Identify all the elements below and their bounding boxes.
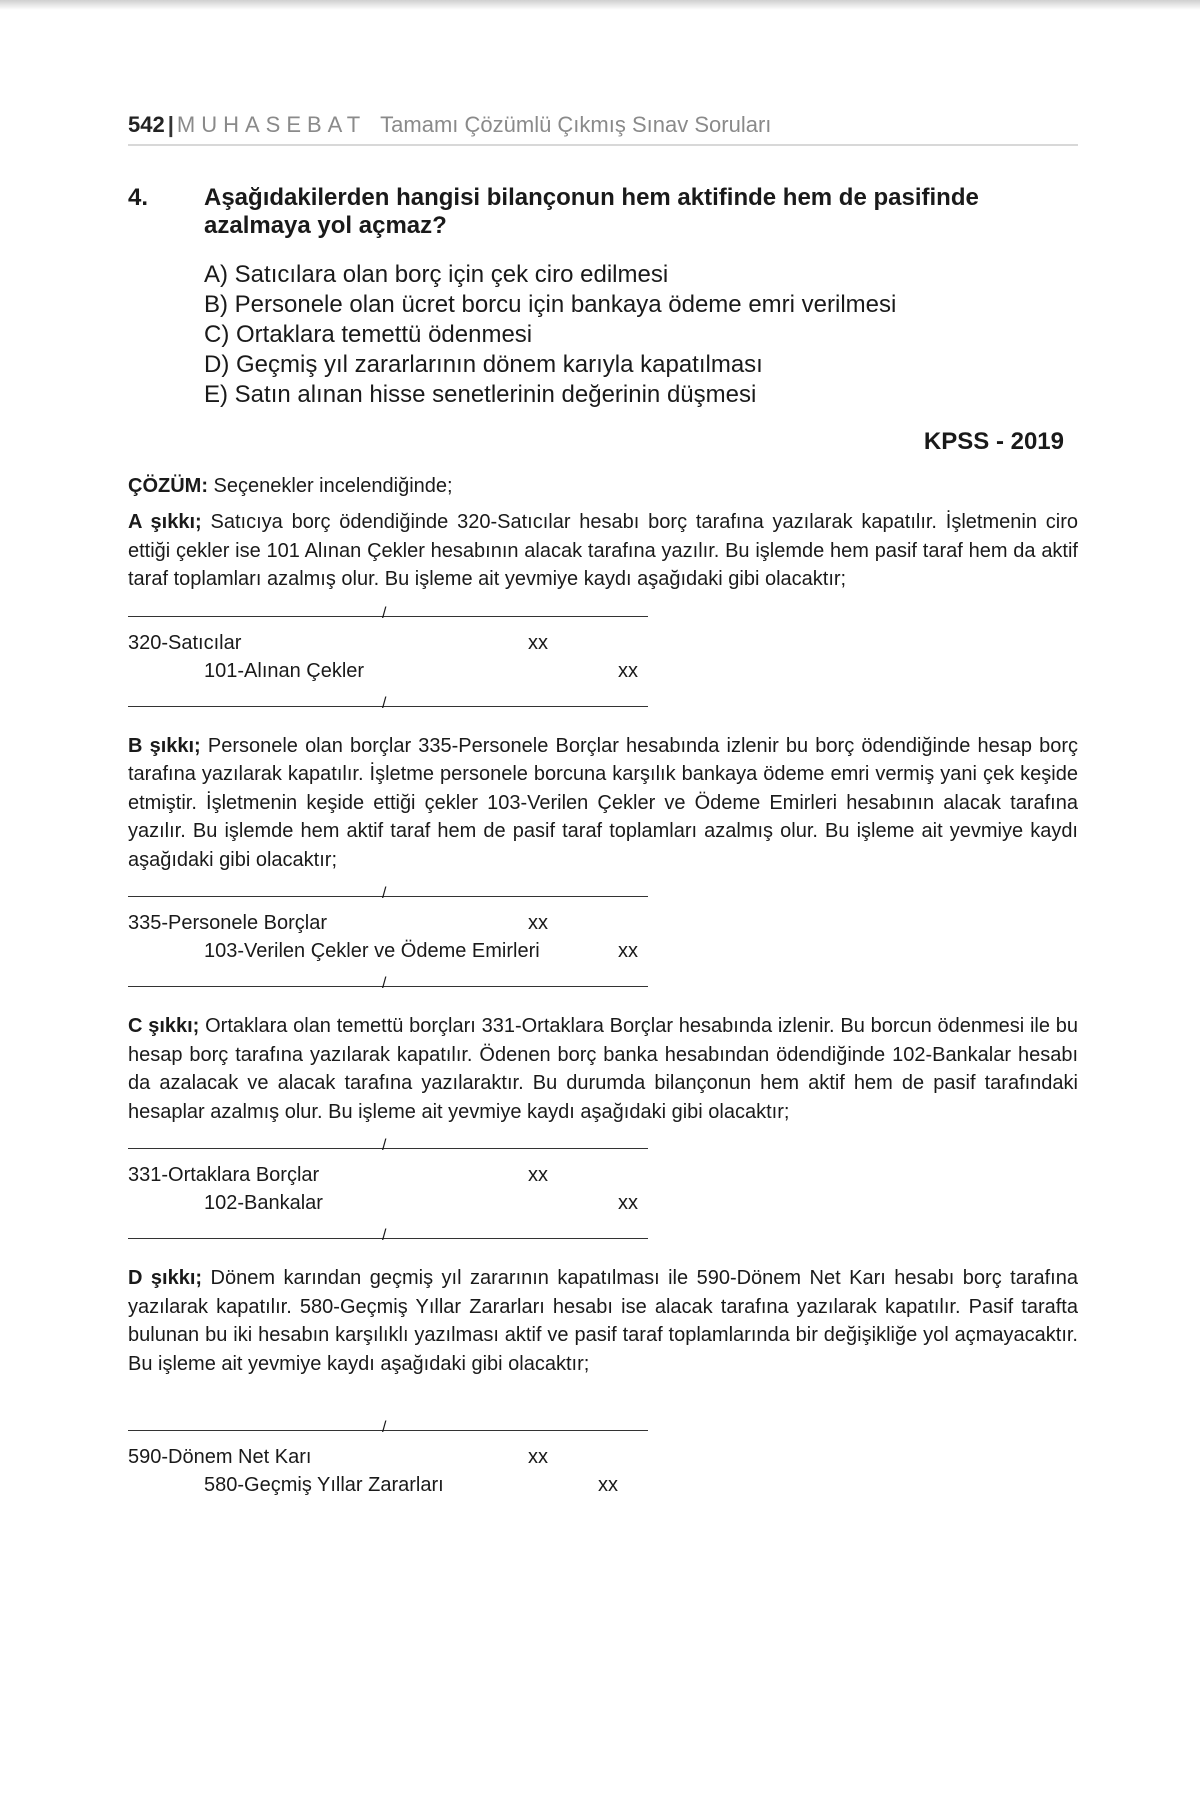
credit-account: 103-Verilen Çekler ve Ödeme Emirleri xyxy=(204,940,540,962)
credit-amount: xx xyxy=(618,659,638,682)
debit-amount: xx xyxy=(528,1164,548,1186)
question-number: 4. xyxy=(128,184,149,211)
section-a-key: A şıkkı; xyxy=(128,511,202,533)
journal-entry-d xyxy=(128,1408,648,1538)
section-d-paragraph xyxy=(128,1264,1078,1378)
entry-rule: / xyxy=(128,896,648,897)
section-d-key: D şıkkı; xyxy=(128,1267,203,1289)
credit-amount: xx xyxy=(598,1474,618,1496)
option-b: B) Personele olan ücret borcu için bankaya ödeme emri verilmesi xyxy=(204,291,897,318)
credit-amount: xx xyxy=(618,1192,638,1214)
section-b-text: Personele olan borçlar 335-Personele Borçlar hesabında izlenir bu borç ödendiğinde hesap borç tarafına yazılarak kapatılır. İşletme personele borcuna karşılık bankaya ödeme emri vermiş yani çek keşide etmiştir. İşletmenin keşide ettiği çekler 103-Verilen Çekler ve Ödeme Emirleri hesabının alacak tarafına yazılır. Bu işlemde hem aktif taraf hem de pasif taraf toplamları azalmış olur. Bu işleme ait yevmiye kaydı aşağıdaki gibi olacaktır; xyxy=(128,734,1078,871)
header-subject: MUHASEBAT xyxy=(176,112,367,137)
section-d-text: Dönem karından geçmiş yıl zararının kapatılması ile 590-Dönem Net Karı hesabı borç tarafına yazılarak kapatılır. 580-Geçmiş Yıllar Zararları hesabı ise alacak tarafına yazılarak kapatılır. Pasif tarafta bulunan bu iki hesabın karşılıklı yazılması aktif ve pasif taraf toplamlarında bir değişikliğe yol açmayacaktır. Bu işleme ait yevmiye kaydı aşağıdaki gibi olacaktır; xyxy=(128,1267,1078,1375)
credit-account: 580-Geçmiş Yıllar Zararları xyxy=(204,1474,444,1496)
section-a-paragraph xyxy=(128,508,1078,594)
running-header xyxy=(128,112,1078,146)
section-c-key: C şıkkı; xyxy=(128,1015,200,1037)
page-number: 542 xyxy=(128,112,165,137)
credit-amount: xx xyxy=(618,940,638,962)
option-a: A) Satıcılara olan borç için çek ciro edilmesi xyxy=(204,261,669,288)
section-c-paragraph xyxy=(128,1012,1078,1126)
debit-account: 331-Ortaklara Borçlar xyxy=(128,1164,320,1186)
debit-amount: xx xyxy=(528,631,548,654)
journal-entry-b xyxy=(128,874,648,1004)
entry-rule: / xyxy=(128,986,648,987)
solution-intro-text: Seçenekler incelendiğinde; xyxy=(207,475,453,497)
option-c: C) Ortaklara temettü ödenmesi xyxy=(204,321,533,348)
viewer-top-shadow xyxy=(0,0,1200,10)
section-b-key: B şıkkı; xyxy=(128,734,201,757)
entry-rule: / xyxy=(128,706,648,707)
answer-options xyxy=(204,260,1078,410)
exam-source: KPSS - 2019 xyxy=(923,428,1064,455)
entry-rule: / xyxy=(128,616,648,617)
debit-account: 590-Dönem Net Karı xyxy=(128,1446,312,1468)
journal-entry-c xyxy=(128,1126,648,1256)
debit-account: 335-Personele Borçlar xyxy=(128,912,327,934)
header-separator: | xyxy=(167,112,174,137)
option-e: E) Satın alınan hisse senetlerinin değerinin düşmesi xyxy=(204,381,757,408)
option-d: D) Geçmiş yıl zararlarının dönem karıyla kapatılması xyxy=(204,351,763,378)
question-block xyxy=(128,184,1078,410)
credit-account: 101-Alınan Çekler xyxy=(204,659,365,682)
credit-account: 102-Bankalar xyxy=(204,1192,323,1214)
section-b-paragraph xyxy=(128,732,1078,875)
entry-rule: / xyxy=(128,1238,648,1239)
entry-rule: / xyxy=(128,1148,648,1149)
debit-amount: xx xyxy=(528,912,548,934)
document-page xyxy=(128,112,1078,1538)
entry-rule: / xyxy=(128,1430,648,1431)
debit-account: 320-Satıcılar xyxy=(128,631,242,654)
debit-amount: xx xyxy=(528,1446,548,1468)
book-title: Tamamı Çözümlü Çıkmış Sınav Soruları xyxy=(380,112,772,137)
solution-label: ÇÖZÜM: xyxy=(128,475,208,497)
section-c-text: Ortaklara olan temettü borçları 331-Ortaklara Borçlar hesabında izlenir. Bu borcun ödenmesi ile bu hesap borç tarafına yazılarak kapatılır. Ödenen borç banka hesabından ödendiğinde 102-Bankalar hesabı da azalacak ve alacak tarafına yazılaraktır. Bu durumda bilançonun hem aktif hem de pasif tarafındaki hesaplar azalmış olur. Bu işleme ait yevmiye kaydı aşağıdaki gibi olacaktır; xyxy=(128,1015,1078,1123)
solution-intro xyxy=(128,472,1078,500)
section-a-text: Satıcıya borç ödendiğinde 320-Satıcılar hesabı borç tarafına yazılarak kapatılır. İşletmenin ciro ettiği çekler ise 101 Alınan Çekler hesabının alacak tarafına yazılır. Bu işlemde hem pasif taraf hem da aktif taraf toplamları azalmış olur. Bu işleme ait yevmiye kaydı aşağıdaki gibi olacaktır; xyxy=(128,511,1078,590)
journal-entry-a xyxy=(128,594,648,724)
question-text: Aşağıdakilerden hangisi bilançonun hem aktifinde hem de pasifinde azalmaya yol açmaz? xyxy=(204,184,979,239)
